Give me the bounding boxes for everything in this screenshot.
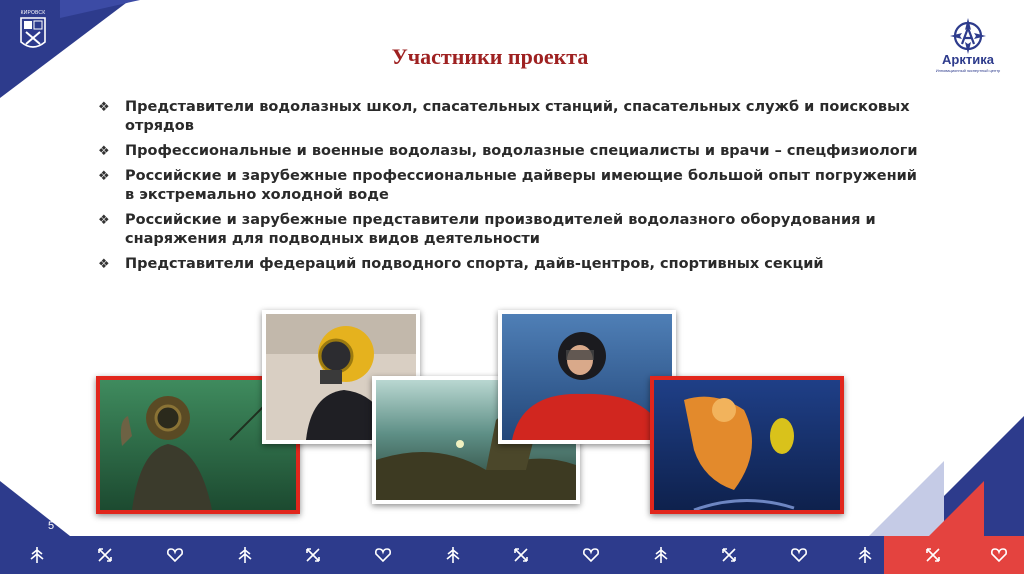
snowflake-cross-icon <box>720 546 738 564</box>
snowflake-cross-icon <box>512 546 530 564</box>
heart-icon <box>790 546 808 564</box>
diamond-bullet-icon: ❖ <box>98 100 110 115</box>
list-item: ❖ Российские и зарубежные профессиональные дайверы имеющие большой опыт погружений в экстремально холодной воде <box>98 168 917 203</box>
tree-icon <box>236 546 254 564</box>
list-item: ❖ Российские и зарубежные представители производителей водолазного оборудования и снаряжения для подводных видов деятельности <box>98 212 876 247</box>
org-logo-subtitle: Инновационный экспертный центр <box>935 68 1001 73</box>
snowflake-cross-icon <box>304 546 322 564</box>
list-item: ❖ Профессиональные и военные водолазы, водолазные специалисты и врачи – спецфизиологи <box>98 143 918 159</box>
heart-icon <box>990 546 1008 564</box>
list-item: ❖ Представители водолазных школ, спасательных станций, спасательных служб и поисковых отрядов <box>98 99 910 134</box>
diamond-bullet-icon: ❖ <box>98 257 110 272</box>
corner-decoration-top-stripe <box>60 0 140 18</box>
snowflake-cross-icon <box>96 546 114 564</box>
list-item: ❖ Представители федераций подводного спорта, дайв-центров, спортивных секций <box>98 256 824 272</box>
diamond-bullet-icon: ❖ <box>98 169 110 184</box>
tree-icon <box>444 546 462 564</box>
heart-icon <box>374 546 392 564</box>
tree-icon <box>28 546 46 564</box>
page-number: 5 <box>48 520 55 532</box>
diamond-bullet-icon: ❖ <box>98 213 110 228</box>
tree-icon <box>652 546 670 564</box>
heart-icon <box>166 546 184 564</box>
snowflake-cross-icon <box>924 546 942 564</box>
photo-diver-orange-suit <box>650 376 844 514</box>
slide-title: Участники проекта <box>391 44 589 69</box>
tree-icon <box>856 546 874 564</box>
corner-decoration-bottom-red <box>929 481 984 536</box>
org-logo-text: Арктика <box>942 52 994 67</box>
footer-ornament <box>0 536 1024 574</box>
corner-decoration-bottom-left <box>0 481 70 536</box>
city-logo-text: КИРОВСК <box>20 10 46 16</box>
heart-icon <box>582 546 600 564</box>
diamond-bullet-icon: ❖ <box>98 144 110 159</box>
participants-list <box>98 98 928 280</box>
